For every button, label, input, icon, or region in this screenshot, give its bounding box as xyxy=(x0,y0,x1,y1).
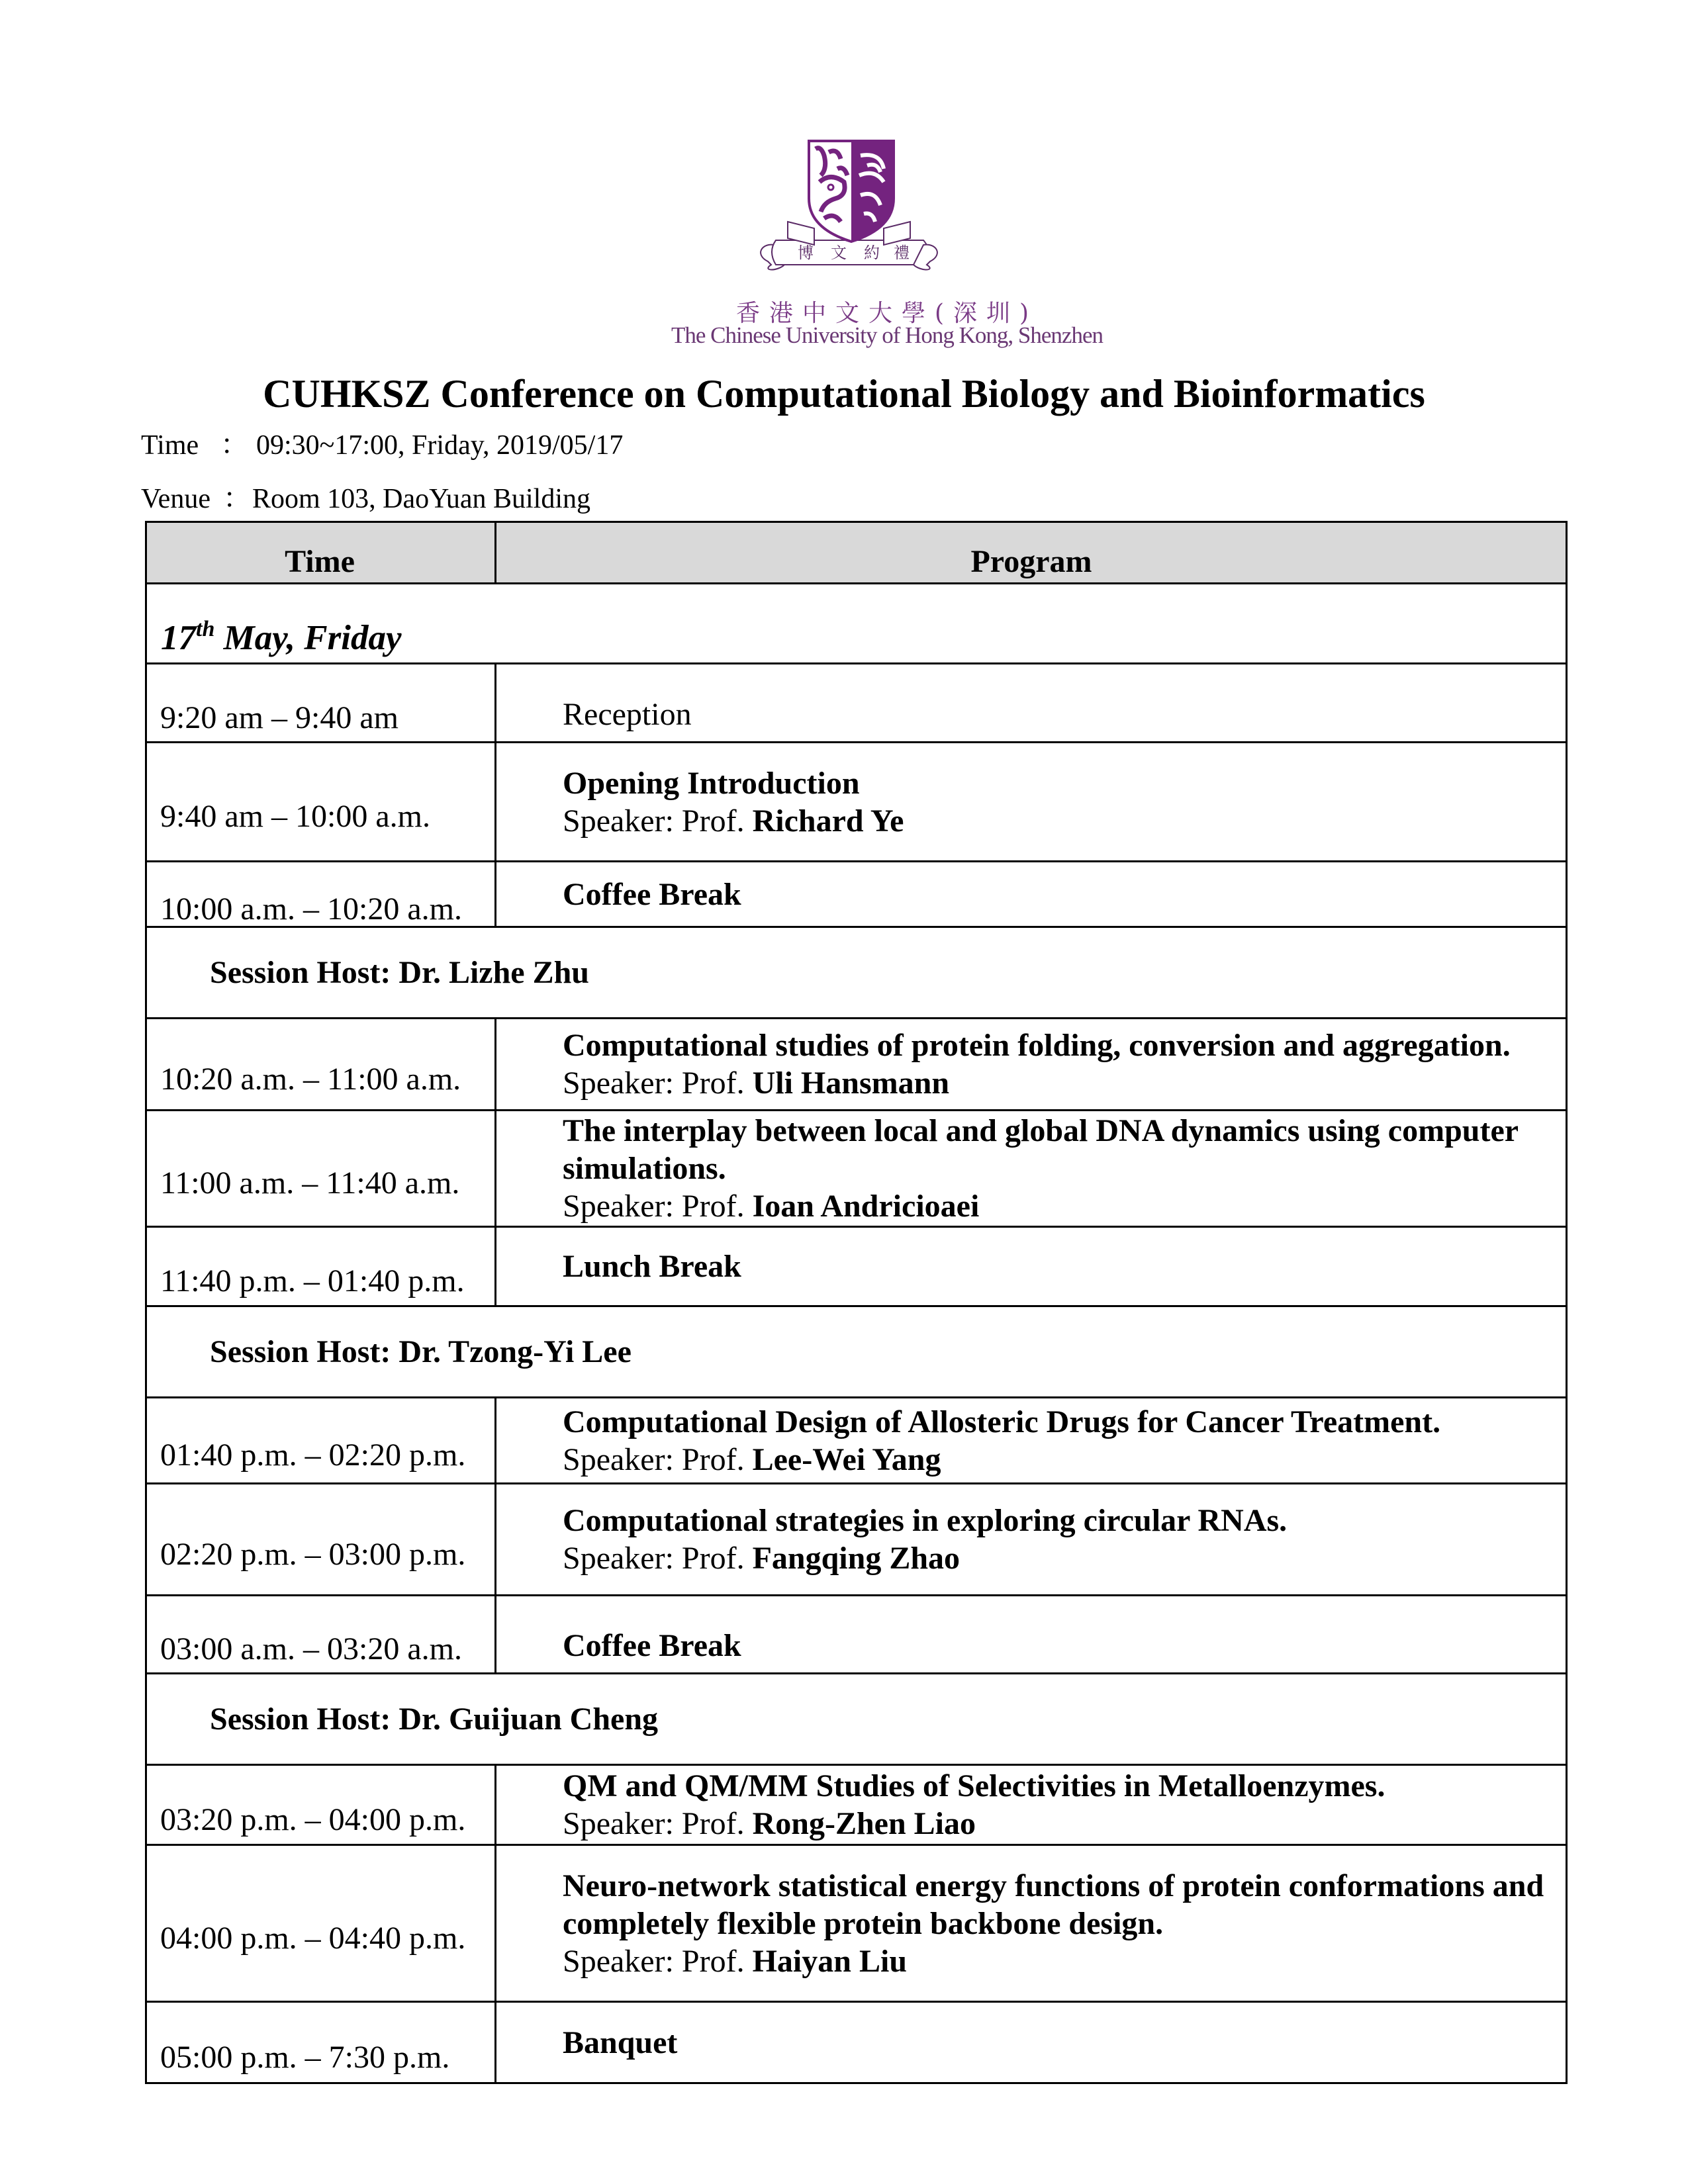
program-cell xyxy=(496,1398,1566,1482)
venue-colon: ： xyxy=(223,484,252,514)
program-cell xyxy=(496,1019,1566,1109)
session-host-text: Session Host: Dr. Lizhe Zhu xyxy=(210,955,589,990)
speaker-line xyxy=(563,1805,1566,1843)
session-host xyxy=(145,928,1566,1017)
program-cell xyxy=(496,862,1566,926)
time-cell xyxy=(145,1766,496,1844)
speaker-name: Richard Ye xyxy=(752,803,904,839)
crest-icon xyxy=(662,129,1112,295)
time-range: 9:20 am – 9:40 am xyxy=(160,700,399,735)
speaker-line xyxy=(563,1942,1566,1980)
talk-title: Computational strategies in exploring circular RNAs. xyxy=(563,1503,1288,1538)
talk-title: QM and QM/MM Studies of Selectivities in Metalloenzymes. xyxy=(563,1768,1385,1803)
talk-title: Coffee Break xyxy=(563,1628,741,1663)
table-row xyxy=(145,1111,1566,1228)
venue-label: Venue xyxy=(141,484,211,514)
session-host-row xyxy=(145,1307,1566,1398)
time-cell xyxy=(145,1111,496,1226)
table-row xyxy=(145,2003,1566,2084)
shield xyxy=(809,141,894,242)
motto-char: 博 xyxy=(798,244,814,262)
speaker-name: Haiyan Liu xyxy=(752,1943,908,1979)
event-venue-line xyxy=(141,482,590,516)
time-cell xyxy=(145,1484,496,1594)
speaker-line xyxy=(563,1187,1566,1225)
time-range: 02:20 p.m. – 03:00 p.m. xyxy=(160,1536,466,1572)
time-cell xyxy=(145,862,496,926)
university-logo xyxy=(662,129,1112,357)
talk-title: Lunch Break xyxy=(563,1249,741,1284)
date-rest: May, Friday xyxy=(214,618,402,657)
speaker-prefix: Speaker: Prof. xyxy=(563,1066,753,1101)
time-range: 04:00 p.m. – 04:40 p.m. xyxy=(160,1920,466,1956)
table-row xyxy=(145,664,1566,743)
speaker-line xyxy=(563,1539,1566,1577)
speaker-prefix: Speaker: Prof. xyxy=(563,1943,753,1979)
header-program: Program xyxy=(970,543,1092,579)
page-title: CUHKSZ Conference on Computational Biology and Bioinformatics xyxy=(263,372,1425,416)
date-day: 17 xyxy=(161,618,196,657)
program-cell xyxy=(496,1846,1566,2001)
speaker-name: Ioan Andricioaei xyxy=(752,1189,980,1224)
time-range: 03:00 a.m. – 03:20 a.m. xyxy=(160,1631,462,1666)
speaker-prefix: Speaker: Prof. xyxy=(563,1441,753,1477)
table-row xyxy=(145,862,1566,928)
time-range: 9:40 am – 10:00 a.m. xyxy=(160,799,430,834)
program-cell xyxy=(496,1484,1566,1594)
talk-title: Computational Design of Allosteric Drugs for Cancer Treatment. xyxy=(563,1404,1441,1439)
speaker-prefix: Speaker: Prof. xyxy=(563,803,753,839)
header-time: Time xyxy=(145,523,496,582)
speaker-prefix: Speaker: Prof. xyxy=(563,1541,753,1576)
program-cell xyxy=(496,2003,1566,2082)
table-row xyxy=(145,1766,1566,1846)
speaker-line xyxy=(563,1441,1566,1479)
table-row xyxy=(145,1846,1566,2003)
speaker-line xyxy=(563,802,1566,840)
university-name-chinese: 香港中文大學(深圳) xyxy=(735,300,1039,327)
program-cell xyxy=(496,1111,1566,1226)
time-value: 09:30~17:00, Friday, 2019/05/17 xyxy=(256,430,624,461)
speaker-line xyxy=(563,1064,1566,1102)
time-range: 05:00 p.m. – 7:30 p.m. xyxy=(160,2039,450,2075)
motto-char: 文 xyxy=(831,244,847,262)
time-range: 11:00 a.m. – 11:40 a.m. xyxy=(160,1165,460,1201)
talk-title: The interplay between local and global DNA dynamics using computer simulations. xyxy=(563,1113,1519,1186)
table-row xyxy=(145,1596,1566,1674)
time-range: 11:40 p.m. – 01:40 p.m. xyxy=(160,1263,465,1298)
session-host-text: Session Host: Dr. Tzong-Yi Lee xyxy=(210,1334,632,1369)
program-cell xyxy=(496,1766,1566,1844)
time-label: Time xyxy=(141,430,199,461)
time-cell xyxy=(145,743,496,860)
program-cell xyxy=(496,1596,1566,1672)
table-row xyxy=(145,1019,1566,1111)
time-colon: ： xyxy=(220,430,249,461)
motto-char: 禮 xyxy=(894,244,910,262)
table-header-row xyxy=(145,521,1566,584)
time-cell xyxy=(145,1019,496,1109)
university-name-english: The Chinese University of Hong Kong, Shenzhen xyxy=(671,322,1103,348)
time-range: 10:00 a.m. – 10:20 a.m. xyxy=(160,891,462,927)
speaker-name: Uli Hansmann xyxy=(752,1066,950,1101)
time-range: 01:40 p.m. – 02:20 p.m. xyxy=(160,1437,466,1473)
date-heading xyxy=(145,584,1568,662)
program-label: Reception xyxy=(563,696,692,732)
program-cell xyxy=(496,743,1566,860)
time-cell xyxy=(145,1596,496,1672)
session-host xyxy=(145,1674,1566,1764)
speaker-prefix: Speaker: Prof. xyxy=(563,1189,753,1224)
date-suffix: th xyxy=(196,616,215,641)
time-cell xyxy=(145,664,496,741)
program-cell xyxy=(496,664,1566,741)
venue-value: Room 103, DaoYuan Building xyxy=(252,484,590,514)
motto-char: 約 xyxy=(864,244,880,262)
talk-title: Opening Introduction xyxy=(563,765,860,801)
time-cell xyxy=(145,1228,496,1305)
event-time-line xyxy=(141,429,623,462)
speaker-prefix: Speaker: Prof. xyxy=(563,1806,753,1841)
time-range: 10:20 a.m. – 11:00 a.m. xyxy=(160,1061,461,1097)
speaker-name: Rong-Zhen Liao xyxy=(752,1806,976,1841)
talk-title: Computational studies of protein folding, conversion and aggregation. xyxy=(563,1028,1511,1063)
table-row xyxy=(145,1398,1566,1484)
talk-title: Banquet xyxy=(563,2025,678,2060)
talk-title: Coffee Break xyxy=(563,876,741,912)
speaker-name: Fangqing Zhao xyxy=(752,1541,961,1576)
program-cell xyxy=(496,1228,1566,1305)
speaker-name: Lee-Wei Yang xyxy=(752,1441,941,1477)
table-row xyxy=(145,1228,1566,1307)
table-row xyxy=(145,1484,1566,1596)
time-cell xyxy=(145,1846,496,2001)
session-host-row xyxy=(145,928,1566,1019)
session-host xyxy=(145,1307,1566,1396)
talk-title: Neuro-network statistical energy functions of protein conformations and completely flexible protein backbone design. xyxy=(563,1868,1544,1941)
session-host-row xyxy=(145,1674,1566,1766)
time-range: 03:20 p.m. – 04:00 p.m. xyxy=(160,1801,466,1837)
session-host-text: Session Host: Dr. Guijuan Cheng xyxy=(210,1702,659,1737)
date-row xyxy=(145,584,1568,664)
time-cell xyxy=(145,1398,496,1482)
time-cell xyxy=(145,2003,496,2082)
table-row xyxy=(145,743,1566,862)
